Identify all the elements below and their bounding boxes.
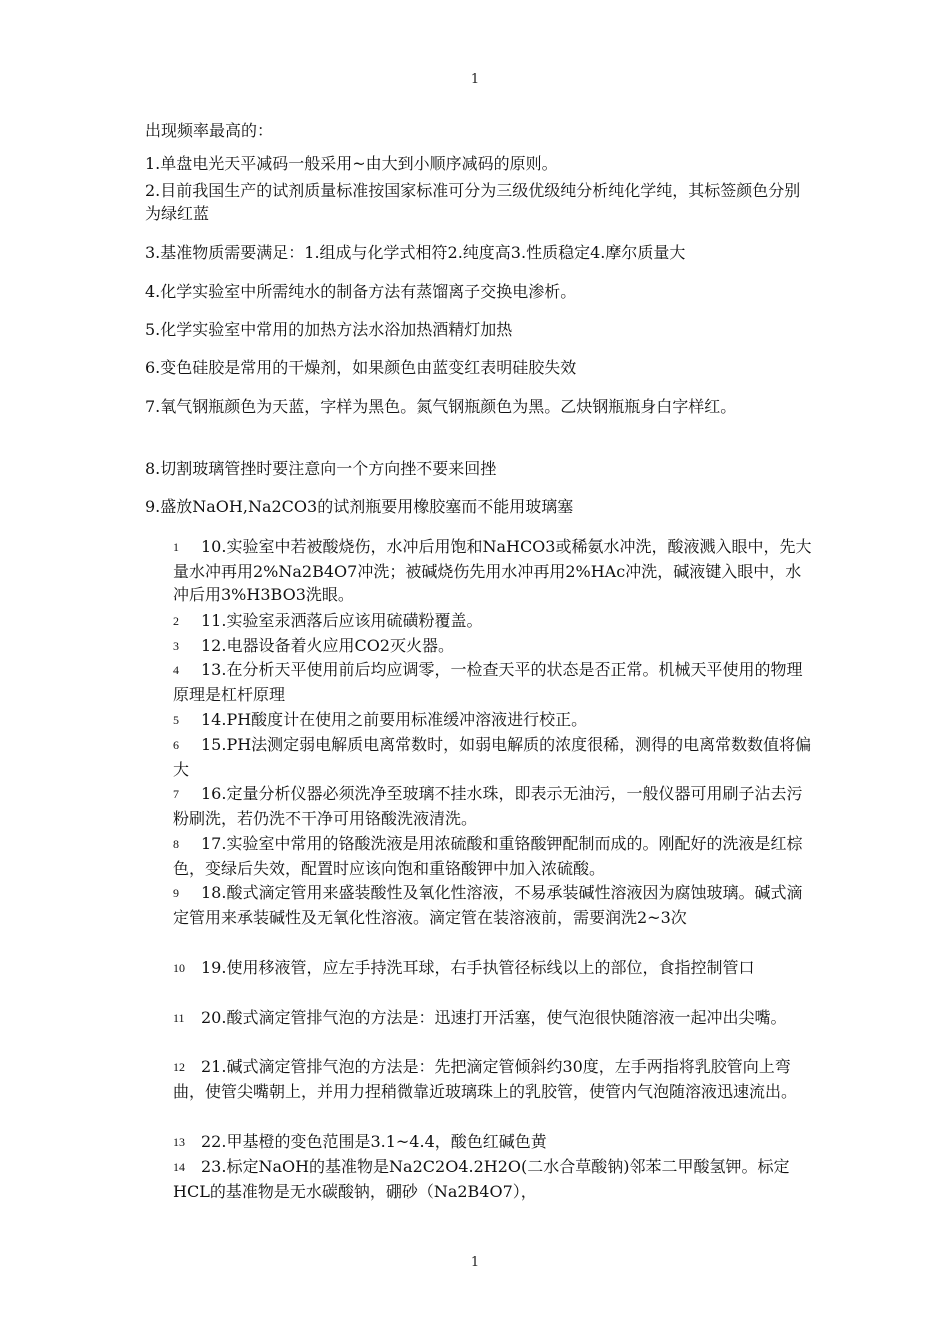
- item-6: 6.变色硅胶是常用的干燥剂，如果颜色由蓝变红表明硅胶失效: [145, 358, 577, 377]
- numbered-item-text: 21.碱式滴定管排气泡的方法是：先把滴定管倾斜约30度，左手两指将乳胶管向上弯曲，使管尖嘴朝上，并用力捏稍微靠近玻璃珠上的乳胶管，使管内气泡随溶液迅速流出。: [173, 1057, 798, 1101]
- page-number-top: 1: [470, 72, 480, 87]
- line-number: 3: [173, 639, 179, 653]
- heading: 出现频率最高的：: [145, 121, 274, 140]
- numbered-item: [173, 1055, 813, 1103]
- numbered-item-text: 23.标定NaOH的基准物是Na2C2O4.2H2O(二水合草酸钠)邻苯二甲酸氢钾。标定HCL的基准物是无水碳酸钠，硼砂（Na2B4O7），: [173, 1157, 790, 1201]
- numbered-item: [173, 708, 813, 733]
- page-number-bottom: 1: [470, 1255, 480, 1270]
- item-7: 7.氧气钢瓶颜色为天蓝，字样为黑色。氮气钢瓶颜色为黑。乙炔钢瓶瓶身白字样红。: [145, 397, 737, 416]
- line-number: 5: [173, 713, 179, 727]
- line-number: 10: [173, 961, 185, 975]
- numbered-item-text: 22.甲基橙的变色范围是3.1~4.4，酸色红碱色黄: [201, 1132, 547, 1151]
- line-number: 8: [173, 837, 179, 851]
- line-number: 2: [173, 614, 179, 628]
- numbered-item-text: 19.使用移液管，应左手持洗耳球，右手执管径标线以上的部位，食指控制管口: [201, 958, 755, 977]
- numbered-item: [173, 535, 813, 607]
- numbered-item: [173, 881, 813, 929]
- item-2: 2.目前我国生产的试剂质量标准按国家标准可分为三级优级纯分析纯化学纯，其标签颜色分别为绿红蓝: [145, 181, 801, 223]
- numbered-item: [173, 782, 813, 830]
- line-number: 7: [173, 787, 179, 801]
- numbered-item: [173, 832, 813, 880]
- numbered-item: [173, 1155, 813, 1203]
- numbered-item: [173, 733, 813, 781]
- line-number: 11: [173, 1011, 185, 1025]
- item-9: 9.盛放NaOH,Na2CO3的试剂瓶要用橡胶塞而不能用玻璃塞: [145, 497, 574, 516]
- numbered-item-text: 13.在分析天平使用前后均应调零，一检查天平的状态是否正常。机械天平使用的物理原理是杠杆原理: [173, 660, 803, 704]
- numbered-item: [173, 1006, 813, 1031]
- numbered-item: [173, 609, 813, 634]
- numbered-item-text: 15.PH法测定弱电解质电离常数时，如弱电解质的浓度很稀，测得的电离常数数值将偏大: [173, 735, 812, 779]
- numbered-item-text: 10.实验室中若被酸烧伤，水冲后用饱和NaHCO3或稀氨水冲洗，酸液溅入眼中，先大量水冲再用2%Na2B4O7冲洗；被碱烧伤先用水冲再用2%HAc冲洗，碱液键入眼中，水冲后用3%H3BO3洗眼。: [173, 537, 812, 604]
- line-number: 13: [173, 1135, 185, 1149]
- numbered-item-text: 18.酸式滴定管用来盛装酸性及氧化性溶液，不易承装碱性溶液因为腐蚀玻璃。碱式滴定管用来承装碱性及无氧化性溶液。滴定管在装溶液前，需要润洗2~3次: [173, 883, 803, 927]
- line-number: 12: [173, 1060, 185, 1074]
- numbered-item-text: 17.实验室中常用的铬酸洗液是用浓硫酸和重铬酸钾配制而成的。刚配好的洗液是红棕色，变绿后失效，配置时应该向饱和重铬酸钾中加入浓硫酸。: [173, 834, 803, 878]
- line-number: 14: [173, 1160, 185, 1174]
- item-5: 5.化学实验室中常用的加热方法水浴加热酒精灯加热: [145, 320, 513, 339]
- line-number: 4: [173, 663, 179, 677]
- line-number: 6: [173, 738, 179, 752]
- numbered-item: [173, 956, 813, 981]
- numbered-item-text: 16.定量分析仪器必须洗净至玻璃不挂水珠，即表示无油污，一般仪器可用刷子沾去污粉刷洗，若仍洗不干净可用铬酸洗液清洗。: [173, 784, 803, 828]
- line-number: 9: [173, 886, 179, 900]
- line-number: 1: [173, 540, 179, 554]
- numbered-item: [173, 634, 813, 659]
- numbered-item-text: 12.电器设备着火应用CO2灭火器。: [201, 636, 454, 655]
- numbered-item: [173, 1130, 813, 1155]
- item-4: 4.化学实验室中所需纯水的制备方法有蒸馏离子交换电渗析。: [145, 282, 577, 301]
- numbered-item: [173, 658, 813, 706]
- numbered-item-text: 20.酸式滴定管排气泡的方法是：迅速打开活塞，使气泡很快随溶液一起冲出尖嘴。: [201, 1008, 787, 1027]
- numbered-item-text: 14.PH酸度计在使用之前要用标准缓冲溶液进行校正。: [201, 710, 588, 729]
- item-3: 3.基准物质需要满足：1.组成与化学式相符2.纯度高3.性质稳定4.摩尔质量大: [145, 243, 686, 262]
- item-8: 8.切割玻璃管挫时要注意向一个方向挫不要来回挫: [145, 459, 497, 478]
- numbered-item-text: 11.实验室汞洒落后应该用硫磺粉覆盖。: [201, 611, 483, 630]
- item-1: 1.单盘电光天平减码一般采用~由大到小顺序减码的原则。: [145, 154, 558, 173]
